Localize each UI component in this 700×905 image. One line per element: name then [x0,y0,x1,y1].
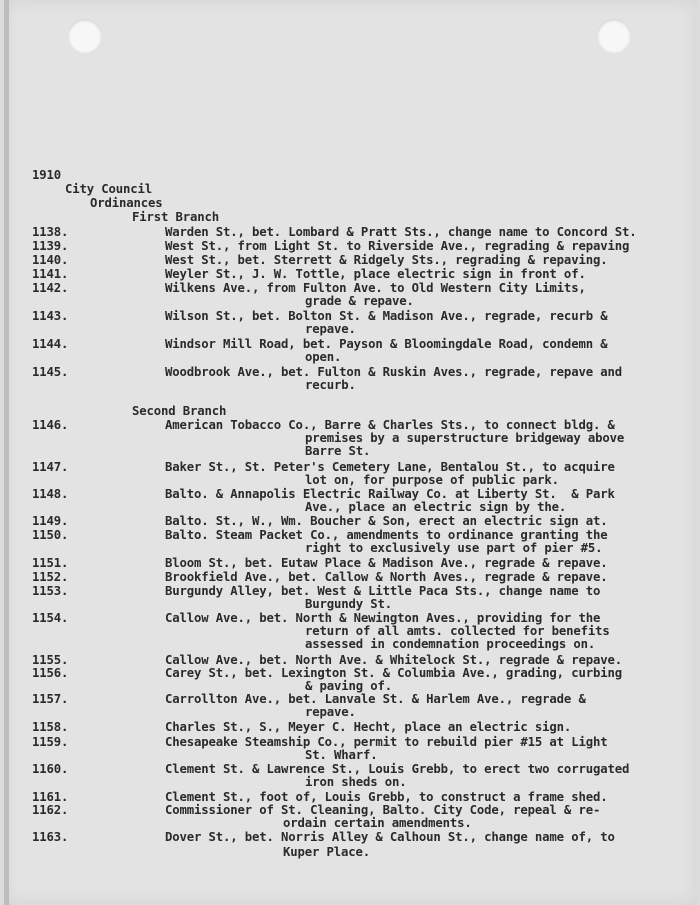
entry-text: Burgundy Alley, bet. West & Little Paca Sts., change name to [165,584,601,598]
entry-text-continued: Barre St. [305,444,371,458]
entry-number: 1143. [32,309,69,323]
entry-text: Carey St., bet. Lexington St. & Columbia Ave., grading, curbing [165,666,622,680]
entry-text: Commissioner of St. Cleaning, Balto. City Code, repeal & re- [165,803,601,817]
entry-text: Windsor Mill Road, bet. Payson & Bloomingdale Road, condemn & [165,337,608,351]
entry-text: Balto. St., W., Wm. Boucher & Son, erect an electric sign at. [165,514,608,528]
entry-number: 1163. [32,830,69,844]
entry-text: Weyler St., J. W. Tottle, place electric sign in front of. [165,267,586,281]
entry-text: Balto. Steam Packet Co., amendments to ordinance granting the [165,528,608,542]
entry-text-continued: St. Wharf. [305,748,378,762]
entry-number: 1146. [32,418,69,432]
entry-text-continued: return of all amts. collected for benefits [305,624,610,638]
second-branch-heading: Second Branch [132,404,227,418]
entry-text-continued: Kuper Place. [283,845,371,859]
entry-text: Woodbrook Ave., bet. Fulton & Ruskin Aves., regrade, repave and [165,365,622,379]
entry-text: Clement St. & Lawrence St., Louis Grebb, to erect two corrugated [165,762,630,776]
entry-text-continued: iron sheds on. [305,775,407,789]
entry-text-continued: repave. [305,322,356,336]
entry-number: 1152. [32,570,69,584]
entry-text-continued: ordain certain amendments. [283,816,472,830]
entry-text: Callow Ave., bet. North Ave. & Whitelock St., regrade & repave. [165,653,622,667]
entry-text: Wilson St., bet. Bolton St. & Madison Ave., regrade, recurb & [165,309,608,323]
entry-number: 1149. [32,514,69,528]
entry-number: 1161. [32,790,69,804]
entry-number: 1140. [32,253,69,267]
entry-text-continued: lot on, for purpose of public park. [305,473,559,487]
entry-text: Callow Ave., bet. North & Newington Aves., providing for the [165,611,601,625]
entry-text: West St., bet. Sterrett & Ridgely Sts., regrading & repaving. [165,253,608,267]
year-heading: 1910 [32,168,62,182]
entry-text: Warden St., bet. Lombard & Pratt Sts., change name to Concord St. [165,225,637,239]
entry-text: Carrollton Ave., bet. Lanvale St. & Harlem Ave., regrade & [165,692,586,706]
entry-number: 1145. [32,365,69,379]
entry-text-continued: grade & repave. [305,294,414,308]
entry-number: 1157. [32,692,69,706]
entry-number: 1160. [32,762,69,776]
entry-number: 1138. [32,225,69,239]
entry-number: 1139. [32,239,69,253]
entry-number: 1144. [32,337,69,351]
entry-text-continued: recurb. [305,378,356,392]
body-heading: City Council [65,182,153,196]
entry-text-continued: open. [305,350,342,364]
entry-text: West St., from Light St. to Riverside Ave., regrading & repaving [165,239,630,253]
entry-text: Clement St., foot of, Louis Grebb, to construct a frame shed. [165,790,608,804]
entry-number: 1147. [32,460,69,474]
entry-number: 1142. [32,281,69,295]
entry-text: Balto. & Annapolis Electric Railway Co. at Liberty St. & Park [165,487,615,501]
entry-text-continued: assessed in condemnation proceedings on. [305,637,596,651]
entry-text-continued: repave. [305,705,356,719]
entry-text: Bloom St., bet. Eutaw Place & Madison Ave., regrade & repave. [165,556,608,570]
entry-text: Brookfield Ave., bet. Callow & North Aves., regrade & repave. [165,570,608,584]
entry-number: 1151. [32,556,69,570]
entry-text: Chesapeake Steamship Co., permit to rebuild pier #15 at Light [165,735,608,749]
entry-text: Baker St., St. Peter's Cemetery Lane, Bentalou St., to acquire [165,460,615,474]
entry-number: 1156. [32,666,69,680]
entry-number: 1154. [32,611,69,625]
entry-number: 1159. [32,735,69,749]
entry-text: American Tobacco Co., Barre & Charles Sts., to connect bldg. & [165,418,615,432]
entry-text-continued: Ave., place an electric sign by the. [305,500,567,514]
entry-number: 1141. [32,267,69,281]
entry-text-continued: right to exclusively use part of pier #5. [305,541,603,555]
entry-text: Wilkens Ave., from Fulton Ave. to Old Western City Limits, [165,281,586,295]
entry-text-continued: Burgundy St. [305,597,393,611]
category-heading: Ordinances [90,196,163,210]
entry-number: 1153. [32,584,69,598]
entry-text: Dover St., bet. Norris Alley & Calhoun St., change name of, to [165,830,615,844]
entry-number: 1155. [32,653,69,667]
entry-number: 1162. [32,803,69,817]
entry-text-continued: & paving of. [305,679,393,693]
entry-number: 1148. [32,487,69,501]
first-branch-heading: First Branch [132,210,220,224]
entry-text-continued: premises by a superstructure bridgeway above [305,431,625,445]
entry-number: 1150. [32,528,69,542]
entry-text: Charles St., S., Meyer C. Hecht, place an electric sign. [165,720,572,734]
entry-number: 1158. [32,720,69,734]
